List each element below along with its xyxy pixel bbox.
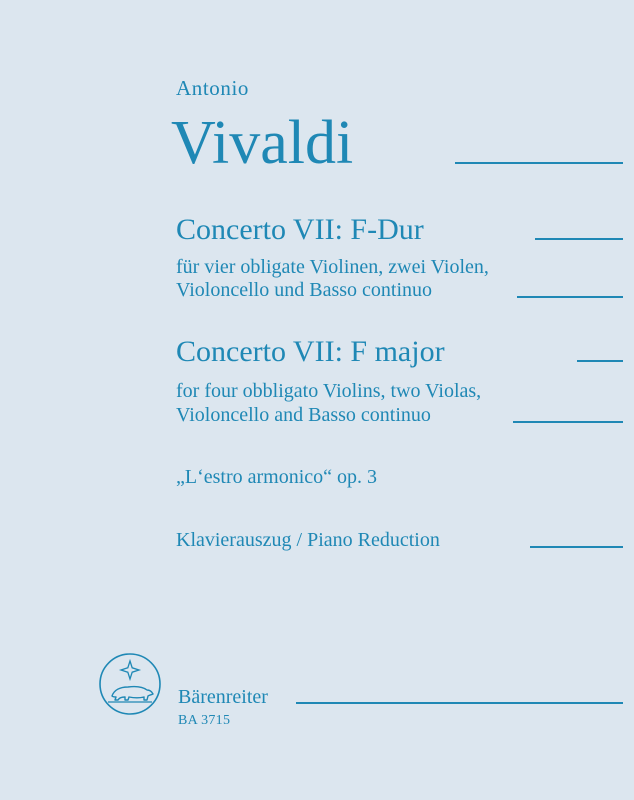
edition-type: Klavierauszug / Piano Reduction (176, 529, 440, 551)
publisher-rule (296, 702, 623, 704)
instrumentation-german-line1: für vier obligate Violinen, zwei Violen, (176, 256, 489, 278)
publisher-name: Bärenreiter (178, 686, 268, 708)
opus-label: „L‘estro armonico“ op. 3 (176, 466, 378, 488)
publisher-logo-icon (98, 652, 162, 716)
edition-type-rule (530, 546, 623, 548)
composer-last-name: Vivaldi (171, 109, 354, 177)
instrumentation-english-rule (513, 421, 623, 423)
composer-rule (455, 162, 623, 164)
instrumentation-english-line2: Violoncello and Basso continuo (176, 404, 431, 426)
catalog-number: BA 3715 (178, 713, 231, 728)
instrumentation-german-rule (517, 296, 623, 298)
title-german-rule (535, 238, 623, 240)
instrumentation-english-line1: for four obbligato Violins, two Violas, (176, 380, 482, 402)
composer-first-name: Antonio (176, 76, 250, 100)
concerto-title-english: Concerto VII: F major (176, 335, 445, 368)
concerto-title-german: Concerto VII: F-Dur (176, 213, 424, 246)
instrumentation-german-line2: Violoncello und Basso continuo (176, 279, 432, 301)
title-english-rule (577, 360, 623, 362)
